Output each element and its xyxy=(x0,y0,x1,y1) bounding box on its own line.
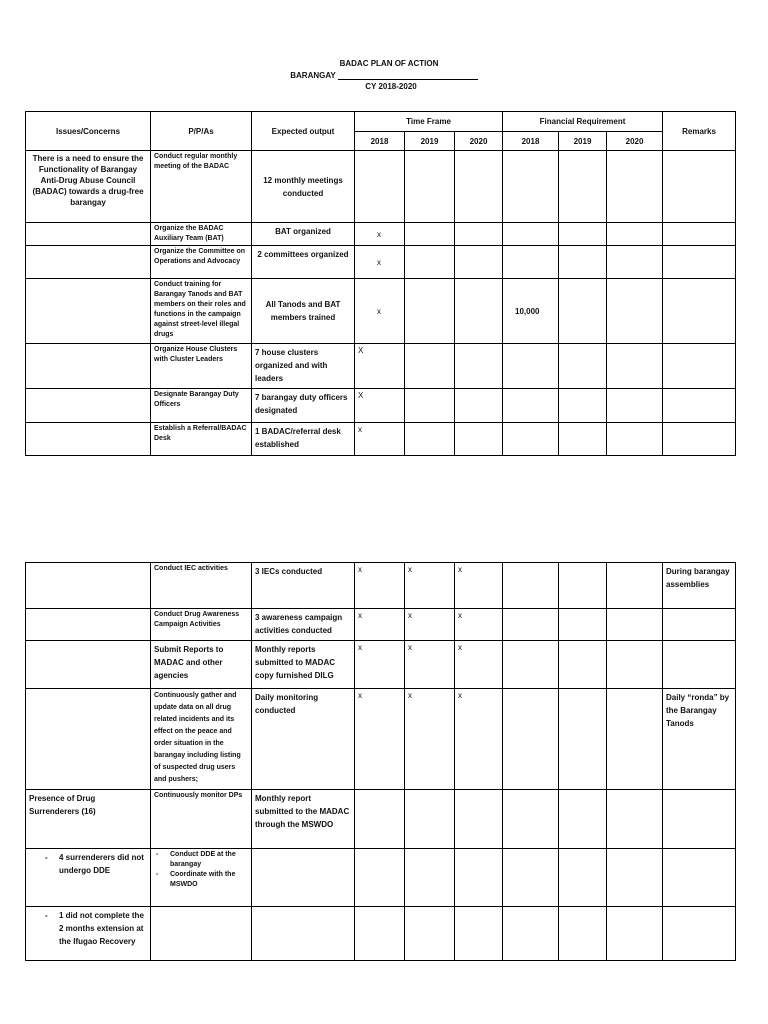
ppa-cell: Conduct Drug Awareness Campaign Activities xyxy=(151,609,252,641)
year-2018: 2018 xyxy=(355,132,405,151)
time-2020-cell xyxy=(455,151,503,223)
remarks-cell xyxy=(663,223,736,246)
plan-table-2 xyxy=(25,562,736,961)
issue-cell xyxy=(26,223,151,246)
fin-2020-cell xyxy=(607,279,663,344)
output-cell: Monthly reports submitted to MADAC copy furnished DILG xyxy=(252,641,355,689)
table-row xyxy=(26,907,736,961)
issue-cell xyxy=(26,849,151,907)
issue-cell: Presence of Drug Surrenderers (16) xyxy=(26,790,151,849)
issue-bullet: - 1 did not complete the 2 months extension at the Ifugao Recovery xyxy=(43,909,147,948)
table-row xyxy=(26,279,736,344)
table-row xyxy=(26,246,736,279)
issue-cell xyxy=(26,246,151,279)
time-2019-cell xyxy=(405,849,455,907)
time-2020-cell xyxy=(455,790,503,849)
time-2019-cell: x xyxy=(405,689,455,790)
fin-2020-cell xyxy=(607,151,663,223)
time-2018-cell: x xyxy=(355,279,405,344)
ppa-cell: Continuously monitor DPs xyxy=(151,790,252,849)
ppa-cell: Organize the Committee on Operations and Advocacy xyxy=(151,246,252,279)
fin-2018-cell xyxy=(503,849,559,907)
time-2018-cell: X xyxy=(355,344,405,389)
remarks-cell xyxy=(663,279,736,344)
output-cell: 3 IECs conducted xyxy=(252,563,355,609)
fin-2020-cell xyxy=(607,641,663,689)
output-cell: 12 monthly meetings conducted xyxy=(252,151,355,223)
time-2018-cell: x xyxy=(355,423,405,456)
time-2018-cell: x xyxy=(355,563,405,609)
remarks-cell xyxy=(663,641,736,689)
fin-2020-cell xyxy=(607,344,663,389)
time-2019-cell xyxy=(405,246,455,279)
ppa-cell xyxy=(151,907,252,961)
time-2020-cell xyxy=(455,423,503,456)
time-2019-cell: x xyxy=(405,563,455,609)
ppa-cell: Submit Reports to MADAC and other agencies xyxy=(151,641,252,689)
time-2018-cell: x xyxy=(355,246,405,279)
time-2020-cell xyxy=(455,344,503,389)
time-2019-cell: x xyxy=(405,609,455,641)
fin-2018-cell xyxy=(503,344,559,389)
fin-2018-cell xyxy=(503,563,559,609)
issue-cell: There is a need to ensure the Functionality of Barangay Anti-Drug Abuse Council (BADAC) towards a drug-free barangay xyxy=(26,151,151,223)
issue-cell xyxy=(26,641,151,689)
time-2018-cell xyxy=(355,849,405,907)
fin-2020-cell xyxy=(607,609,663,641)
time-2019-cell xyxy=(405,907,455,961)
fin-2019-cell xyxy=(559,641,607,689)
table-row xyxy=(26,423,736,456)
time-2020-cell: x xyxy=(455,609,503,641)
ppa-bullet: - Conduct DDE at the barangay xyxy=(154,850,248,870)
fin-2019-cell xyxy=(559,689,607,790)
output-cell xyxy=(252,907,355,961)
calendar-year: CY 2018-2020 xyxy=(365,82,417,91)
remarks-cell xyxy=(663,609,736,641)
output-cell: Monthly report submitted to the MADAC through the MSWDO xyxy=(252,790,355,849)
output-cell: 3 awareness campaign activities conducted xyxy=(252,609,355,641)
output-cell: 2 committees organized xyxy=(252,246,355,279)
barangay-blank xyxy=(338,71,478,80)
time-2019-cell xyxy=(405,389,455,423)
col-time-frame: Time Frame xyxy=(355,112,503,132)
fin-2019-cell xyxy=(559,907,607,961)
output-cell: 7 house clusters organized and with leaders xyxy=(252,344,355,389)
table-row xyxy=(26,849,736,907)
issue-cell xyxy=(26,563,151,609)
output-cell: BAT organized xyxy=(252,223,355,246)
ppa-cell xyxy=(151,849,252,907)
barangay-label: BARANGAY xyxy=(290,71,336,80)
fin-2018-cell xyxy=(503,790,559,849)
plan-title: BADAC PLAN OF ACTION xyxy=(339,59,439,68)
fin-2019-cell xyxy=(559,344,607,389)
fin-2019-cell xyxy=(559,223,607,246)
time-2019-cell xyxy=(405,151,455,223)
col-expected: Expected output xyxy=(252,112,355,151)
issue-cell xyxy=(26,279,151,344)
time-2020-cell xyxy=(455,389,503,423)
fin-2019-cell xyxy=(559,279,607,344)
issue-cell xyxy=(26,344,151,389)
output-cell: All Tanods and BAT members trained xyxy=(252,279,355,344)
table-row xyxy=(26,389,736,423)
remarks-cell: Daily “ronda” by the Barangay Tanods xyxy=(663,689,736,790)
time-2018-cell: x xyxy=(355,641,405,689)
fin-2018-cell xyxy=(503,609,559,641)
header-row xyxy=(26,112,736,132)
fin-2018-cell xyxy=(503,907,559,961)
col-issues: Issues/Concerns xyxy=(26,112,151,151)
remarks-cell xyxy=(663,389,736,423)
barangay-line xyxy=(0,71,768,80)
issue-cell xyxy=(26,423,151,456)
output-cell: 1 BADAC/referral desk established xyxy=(252,423,355,456)
fin-2018-cell xyxy=(503,423,559,456)
time-2020-cell xyxy=(455,223,503,246)
time-2020-cell: x xyxy=(455,641,503,689)
col-financial: Financial Requirement xyxy=(503,112,663,132)
output-cell: 7 barangay duty officers designated xyxy=(252,389,355,423)
fin-2020-cell xyxy=(607,563,663,609)
ppa-bullet: - Coordinate with the MSWDO xyxy=(154,870,248,890)
time-2019-cell xyxy=(405,279,455,344)
issue-cell xyxy=(26,389,151,423)
plan-table-1 xyxy=(25,111,736,456)
fin-year-2018: 2018 xyxy=(503,132,559,151)
time-2018-cell: x xyxy=(355,609,405,641)
col-remarks: Remarks xyxy=(663,112,736,151)
fin-2019-cell xyxy=(559,790,607,849)
output-cell xyxy=(252,849,355,907)
col-ppas: P/P/As xyxy=(151,112,252,151)
fin-2020-cell xyxy=(607,790,663,849)
time-2020-cell xyxy=(455,907,503,961)
remarks-cell xyxy=(663,151,736,223)
fin-2018-cell xyxy=(503,641,559,689)
time-2018-cell: X xyxy=(355,389,405,423)
ppa-cell: Continuously gather and update data on all drug related incidents and its effect on the peace and order situation in the barangay including listing of suspected drug users and pushers; xyxy=(151,689,252,790)
remarks-cell xyxy=(663,246,736,279)
fin-2020-cell xyxy=(607,223,663,246)
ppa-cell: Designate Barangay Duty Officers xyxy=(151,389,252,423)
table-row xyxy=(26,689,736,790)
fin-2019-cell xyxy=(559,563,607,609)
fin-2019-cell xyxy=(559,609,607,641)
ppa-cell: Conduct regular monthly meeting of the BADAC xyxy=(151,151,252,223)
remarks-cell xyxy=(663,423,736,456)
fin-2018-cell xyxy=(503,151,559,223)
fin-2020-cell xyxy=(607,389,663,423)
fin-2019-cell xyxy=(559,246,607,279)
fin-2020-cell xyxy=(607,907,663,961)
ppa-cell: Establish a Referral/BADAC Desk xyxy=(151,423,252,456)
table-row xyxy=(26,223,736,246)
table-row xyxy=(26,563,736,609)
output-cell: Daily monitoring conducted xyxy=(252,689,355,790)
ppa-cell: Organize House Clusters with Cluster Leaders xyxy=(151,344,252,389)
fin-2020-cell xyxy=(607,849,663,907)
year-2020: 2020 xyxy=(455,132,503,151)
fin-2018-cell xyxy=(503,246,559,279)
fin-year-2019: 2019 xyxy=(559,132,607,151)
issue-cell xyxy=(26,907,151,961)
fin-2019-cell xyxy=(559,423,607,456)
time-2018-cell xyxy=(355,907,405,961)
table-row xyxy=(26,344,736,389)
issue-cell xyxy=(26,689,151,790)
ppa-cell: Conduct training for Barangay Tanods and BAT members on their roles and functions in the campaign against street-level illegal drugs xyxy=(151,279,252,344)
fin-year-2020: 2020 xyxy=(607,132,663,151)
time-2020-cell xyxy=(455,246,503,279)
fin-2018-cell xyxy=(503,689,559,790)
table-row xyxy=(26,151,736,223)
fin-2019-cell xyxy=(559,151,607,223)
fin-2020-cell xyxy=(607,689,663,790)
issue-cell xyxy=(26,609,151,641)
time-2019-cell xyxy=(405,790,455,849)
fin-2018-cell xyxy=(503,389,559,423)
remarks-cell: During barangay assemblies xyxy=(663,563,736,609)
time-2018-cell xyxy=(355,790,405,849)
time-2018-cell: x xyxy=(355,689,405,790)
remarks-cell xyxy=(663,849,736,907)
time-2018-cell: x xyxy=(355,223,405,246)
issue-bullet: - 4 surrenderers did not undergo DDE xyxy=(43,851,147,877)
fin-2019-cell xyxy=(559,849,607,907)
table-row xyxy=(26,790,736,849)
remarks-cell xyxy=(663,344,736,389)
ppa-cell: Organize the BADAC Auxiliary Team (BAT) xyxy=(151,223,252,246)
time-2018-cell xyxy=(355,151,405,223)
remarks-cell xyxy=(663,907,736,961)
fin-2018-cell xyxy=(503,223,559,246)
time-2020-cell xyxy=(455,849,503,907)
ppa-cell: Conduct IEC activities xyxy=(151,563,252,609)
time-2019-cell: x xyxy=(405,641,455,689)
table-row xyxy=(26,609,736,641)
remarks-cell xyxy=(663,790,736,849)
time-2020-cell xyxy=(455,279,503,344)
year-2019: 2019 xyxy=(405,132,455,151)
time-2020-cell: x xyxy=(455,563,503,609)
fin-2020-cell xyxy=(607,423,663,456)
table-row xyxy=(26,641,736,689)
time-2020-cell: x xyxy=(455,689,503,790)
fin-2019-cell xyxy=(559,389,607,423)
time-2019-cell xyxy=(405,423,455,456)
time-2019-cell xyxy=(405,344,455,389)
fin-2020-cell xyxy=(607,246,663,279)
fin-2018-cell: 10,000 xyxy=(503,279,559,344)
time-2019-cell xyxy=(405,223,455,246)
